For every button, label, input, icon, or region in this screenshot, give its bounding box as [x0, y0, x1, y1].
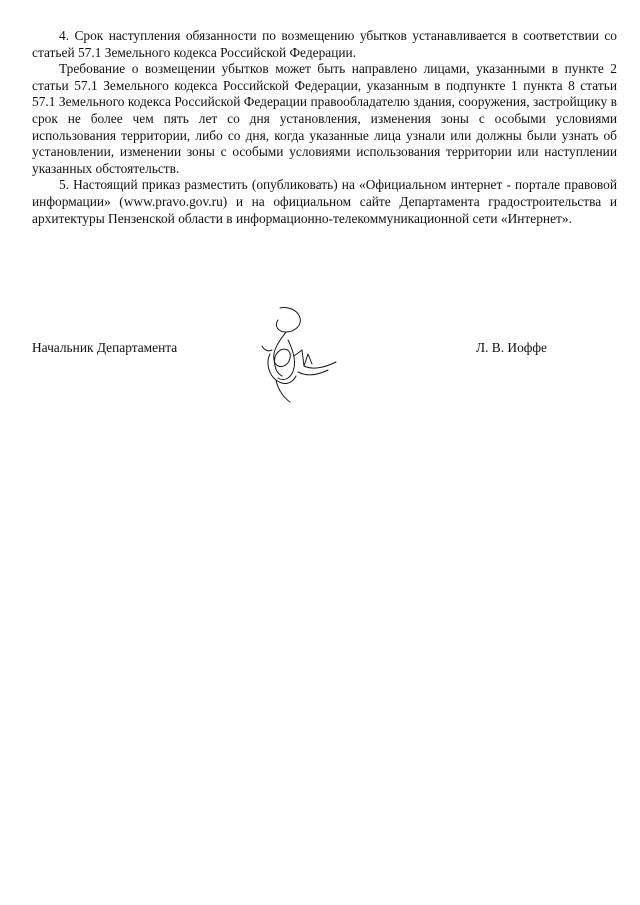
signatory-title: Начальник Департамента: [32, 340, 178, 355]
paragraph-item-5: 5. Настоящий приказ разместить (опубликовать) на «Официальном интернет - портале правовой информации» (www.pravo.gov.ru) и на официальном сайте Департамента градостроительства и архитектуры Пензенской области в информационно-телекоммуникационной сети «Интернет».: [32, 177, 617, 226]
paragraph-claim-requirement: Требование о возмещении убытков может быть направлено лицами, указанными в пункте 2 статьи 57.1 Земельного кодекса Российской Федерации, указанным в подпункте 1 пункта 8 статьи 57.1 Земельного кодекса Российской Федерации правообладателю здания, сооружения, застройщику в срок не более чем пять лет со дня установления, изменения зоны с особыми условиями использования территории, либо со дня, когда указанные лица узнали или должны были узнать об установлении, изменении зоны с особыми условиями использования территории или наступлении указанных обстоятельств.: [32, 61, 617, 176]
document-body: [32, 28, 617, 227]
signature-block: [32, 340, 617, 420]
signatory-name: Л. В. Иоффе: [476, 340, 547, 355]
handwritten-signature: [232, 306, 342, 416]
paragraph-item-4: 4. Срок наступления обязанности по возмещению убытков устанавливается в соответствии со статьей 57.1 Земельного кодекса Российской Федерации.: [32, 28, 617, 60]
